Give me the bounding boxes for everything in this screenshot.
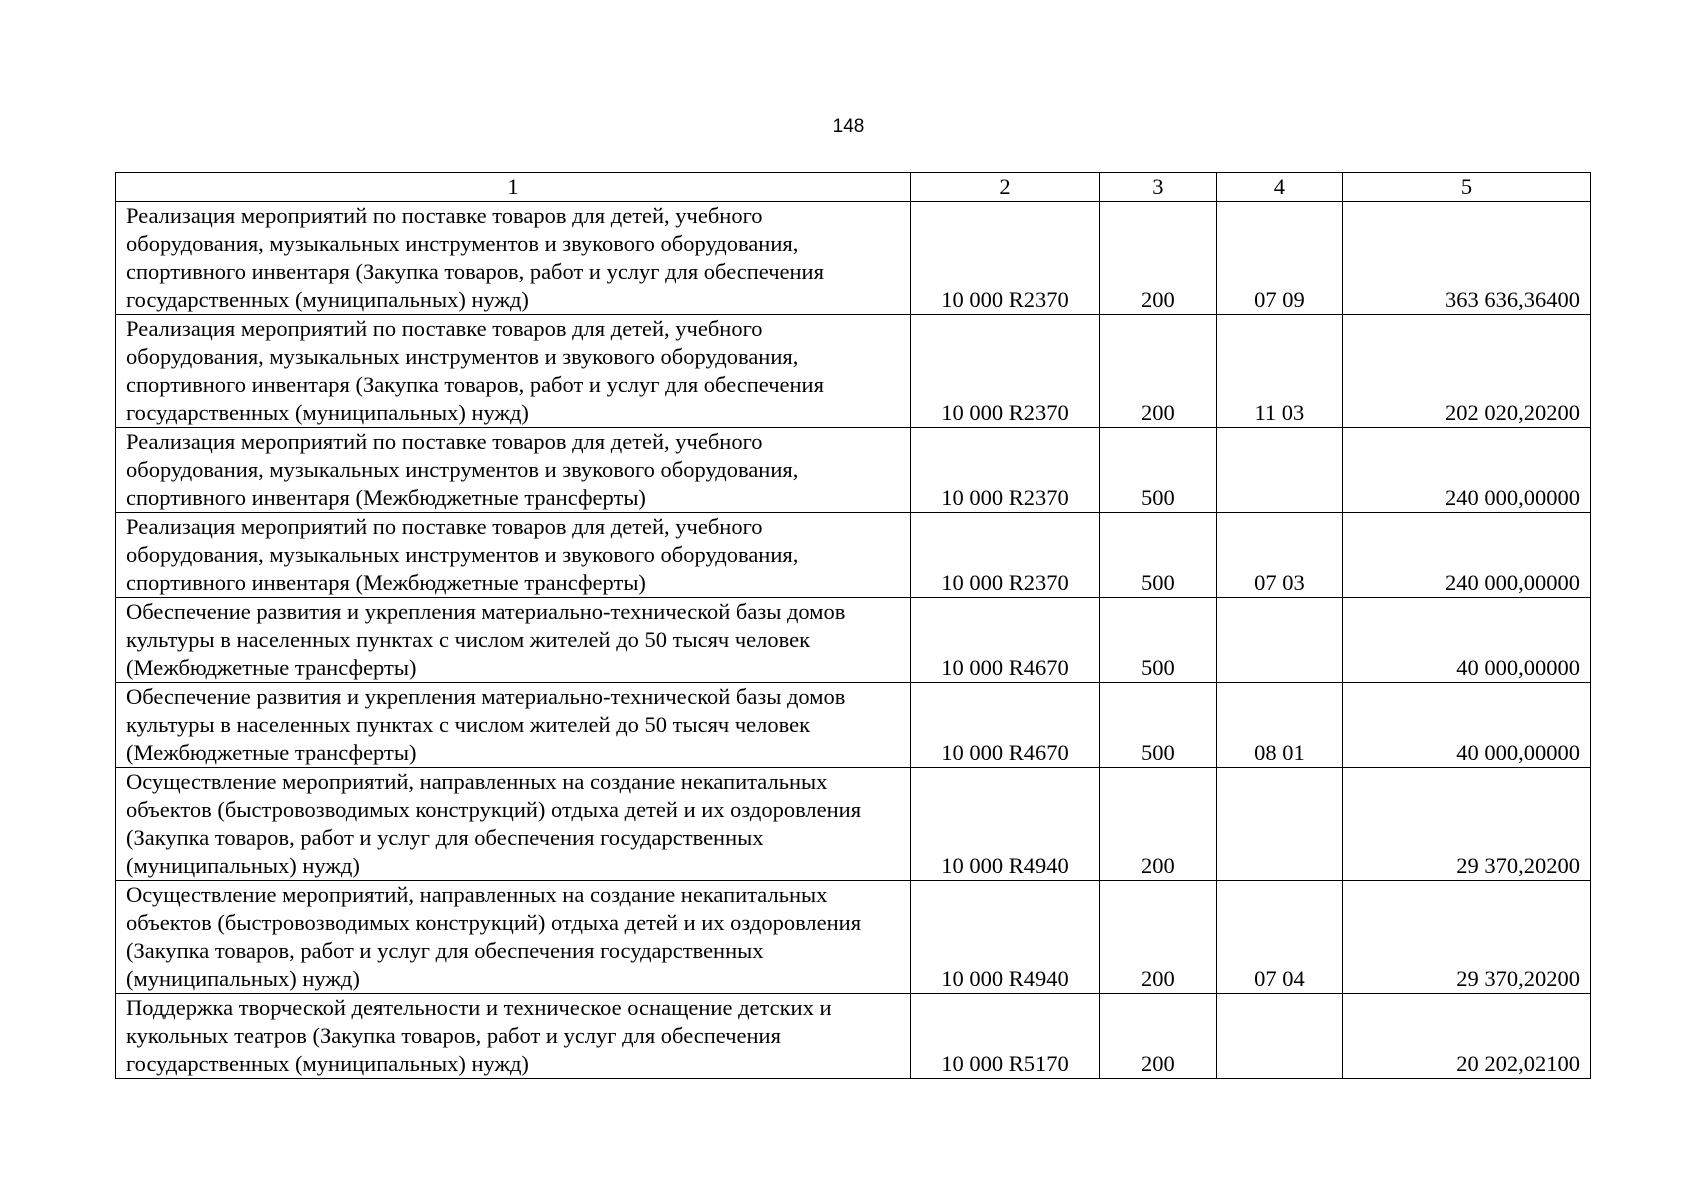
row-expense-type: 200 xyxy=(1099,768,1216,881)
row-expense-type: 200 xyxy=(1099,881,1216,994)
table-row xyxy=(116,598,1591,683)
row-expense-type: 500 xyxy=(1099,683,1216,768)
row-description: Реализация мероприятий по поставке товаров для детей, учебного оборудования, музыкальных инструментов и звукового оборудования, спортивного инвентаря (Межбюджетные трансферты) xyxy=(116,428,911,513)
table-row xyxy=(116,428,1591,513)
row-target-code: 10 000 R2370 xyxy=(910,315,1099,428)
row-amount: 40 000,00000 xyxy=(1342,598,1590,683)
header-col-4: 4 xyxy=(1216,173,1342,202)
table-row xyxy=(116,768,1591,881)
header-col-5: 5 xyxy=(1342,173,1590,202)
row-section xyxy=(1216,994,1342,1079)
row-description: Обеспечение развития и укрепления материально-технической базы домов культуры в населенных пунктах с числом жителей до 50 тысяч человек (Межбюджетные трансферты) xyxy=(116,683,911,768)
row-amount: 40 000,00000 xyxy=(1342,683,1590,768)
table-row xyxy=(116,994,1591,1079)
table-row xyxy=(116,315,1591,428)
row-amount: 29 370,20200 xyxy=(1342,881,1590,994)
row-amount: 202 020,20200 xyxy=(1342,315,1590,428)
row-expense-type: 200 xyxy=(1099,994,1216,1079)
row-amount: 29 370,20200 xyxy=(1342,768,1590,881)
page-number: 148 xyxy=(832,116,865,137)
row-target-code: 10 000 R2370 xyxy=(910,202,1099,315)
row-description: Осуществление мероприятий, направленных на создание некапитальных объектов (быстровозводимых конструкций) отдыха детей и их оздоровления (Закупка товаров, работ и услуг для обеспечения государственных (муниципальных) нужд) xyxy=(116,881,911,994)
row-section xyxy=(1216,428,1342,513)
row-expense-type: 500 xyxy=(1099,598,1216,683)
row-section xyxy=(1216,768,1342,881)
table-row xyxy=(116,881,1591,994)
row-amount: 240 000,00000 xyxy=(1342,513,1590,598)
header-col-3: 3 xyxy=(1099,173,1216,202)
row-description: Реализация мероприятий по поставке товаров для детей, учебного оборудования, музыкальных инструментов и звукового оборудования, спортивного инвентаря (Межбюджетные трансферты) xyxy=(116,513,911,598)
row-section xyxy=(1216,598,1342,683)
table-header-row xyxy=(116,173,1591,202)
row-expense-type: 500 xyxy=(1099,513,1216,598)
row-target-code: 10 000 R2370 xyxy=(910,428,1099,513)
row-target-code: 10 000 R4940 xyxy=(910,881,1099,994)
row-amount: 20 202,02100 xyxy=(1342,994,1590,1079)
row-description: Реализация мероприятий по поставке товаров для детей, учебного оборудования, музыкальных инструментов и звукового оборудования, спортивного инвентаря (Закупка товаров, работ и услуг для обеспечения государственных (муниципальных) нужд) xyxy=(116,202,911,315)
row-description: Обеспечение развития и укрепления материально-технической базы домов культуры в населенных пунктах с числом жителей до 50 тысяч человек (Межбюджетные трансферты) xyxy=(116,598,911,683)
budget-table xyxy=(115,172,1591,1079)
row-section: 07 04 xyxy=(1216,881,1342,994)
row-amount: 240 000,00000 xyxy=(1342,428,1590,513)
row-description: Поддержка творческой деятельности и техническое оснащение детских и кукольных театров (Закупка товаров, работ и услуг для обеспечения государственных (муниципальных) нужд) xyxy=(116,994,911,1079)
header-col-1: 1 xyxy=(116,173,911,202)
row-expense-type: 500 xyxy=(1099,428,1216,513)
row-section: 11 03 xyxy=(1216,315,1342,428)
row-description: Осуществление мероприятий, направленных на создание некапитальных объектов (быстровозводимых конструкций) отдыха детей и их оздоровления (Закупка товаров, работ и услуг для обеспечения государственных (муниципальных) нужд) xyxy=(116,768,911,881)
header-col-2: 2 xyxy=(910,173,1099,202)
table-row xyxy=(116,513,1591,598)
table-row xyxy=(116,683,1591,768)
row-target-code: 10 000 R2370 xyxy=(910,513,1099,598)
row-description: Реализация мероприятий по поставке товаров для детей, учебного оборудования, музыкальных инструментов и звукового оборудования, спортивного инвентаря (Закупка товаров, работ и услуг для обеспечения государственных (муниципальных) нужд) xyxy=(116,315,911,428)
row-target-code: 10 000 R4940 xyxy=(910,768,1099,881)
row-section: 08 01 xyxy=(1216,683,1342,768)
row-expense-type: 200 xyxy=(1099,202,1216,315)
row-target-code: 10 000 R4670 xyxy=(910,683,1099,768)
row-target-code: 10 000 R4670 xyxy=(910,598,1099,683)
row-section: 07 03 xyxy=(1216,513,1342,598)
row-target-code: 10 000 R5170 xyxy=(910,994,1099,1079)
row-amount: 363 636,36400 xyxy=(1342,202,1590,315)
table-row xyxy=(116,202,1591,315)
row-section: 07 09 xyxy=(1216,202,1342,315)
row-expense-type: 200 xyxy=(1099,315,1216,428)
